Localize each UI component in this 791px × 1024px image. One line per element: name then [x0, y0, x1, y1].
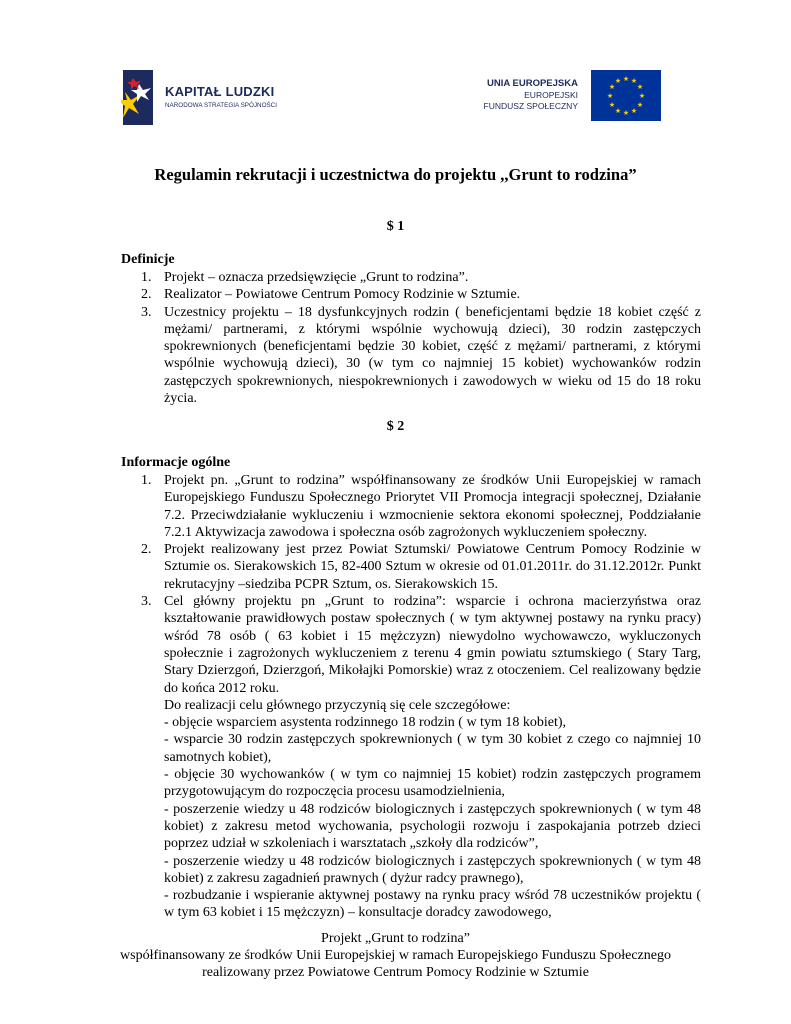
eu-logo-line3: FUNDUSZ SPOŁECZNY	[483, 101, 578, 111]
eu-logo-line2: EUROPEJSKI	[524, 90, 578, 100]
definitions-list	[121, 269, 701, 407]
svg-text:★: ★	[614, 77, 622, 85]
svg-text:★: ★	[622, 109, 630, 117]
goal-item: - poszerzenie wiedzy u 48 rodziców biologicznych i zastępczych spokrewnionych ( w tym 48 kobiet) z zakresu metod wychowania, psychologii rozwoju i zaspokajania potrzeb dzieci poprzez udział w szkoleniach i warsztatach „szkoły dla rodziców”,	[164, 801, 701, 852]
svg-text:★: ★	[638, 92, 646, 100]
footer-line1: Projekt „Grunt to rodzina”	[321, 931, 470, 946]
list-item	[121, 304, 701, 408]
goal-item: - rozbudzanie i wspieranie aktywnej postawy na rynku pracy wśród 78 uczestników projektu ( w tym 63 kobiet i 15 mężczyzn) – konsultacje doradcy zawodowego,	[164, 888, 701, 921]
kapital-ludzki-mark-icon	[121, 70, 155, 125]
item-number: 2.	[141, 287, 152, 303]
eu-logo-line1: UNIA EUROPEJSKA	[487, 78, 578, 89]
svg-text:★: ★	[608, 101, 616, 109]
item-number: 3.	[141, 304, 152, 320]
item-text: Realizator – Powiatowe Centrum Pomocy Rodzinie w Sztumie.	[164, 287, 521, 303]
list-item	[121, 541, 701, 593]
item-text: Projekt – oznacza przedsięwzięcie „Grunt to rodzina”.	[164, 270, 469, 285]
goal-item: - objęcie wsparciem asystenta rodzinnego 18 rodzin ( w tym 18 kobiet),	[164, 715, 566, 731]
section-1-mark: $ 1	[386, 219, 405, 234]
goal-item: - poszerzenie wiedzy u 48 rodziców biologicznych i zastępczych spokrewnionych ( w tym 48 kobiet) z zakresu zagadnień prawnych ( dyżur radcy prawnego),	[164, 853, 701, 886]
eu-logo-text	[484, 78, 578, 112]
footer-line2: współfinansowany ze środków Unii Europejskiej w ramach Europejskiego Funduszu Społecznego	[120, 948, 671, 963]
eu-flag-icon	[591, 70, 661, 121]
item-text: Projekt realizowany jest przez Powiat Sztumski/ Powiatowe Centrum Pomocy Rodzinie w Sztumie os. Sierakowskich 15, 82-400 Sztum w okresie od 01.01.2011r. do 31.12.2012r. Punkt rekrutacyjny –siedziba PCPR Sztum, os. Sierakowskich 15.	[164, 542, 701, 592]
section-2-mark: $ 2	[386, 419, 405, 434]
svg-text:★: ★	[636, 101, 644, 109]
item-number: 1.	[141, 270, 152, 285]
goals-intro: Do realizacji celu głównego przyczynią się cele szczegółowe:	[164, 697, 511, 713]
section-1-heading: Definicje	[121, 252, 175, 267]
list-item	[121, 286, 701, 303]
svg-text:★: ★	[614, 107, 622, 115]
item-text: Cel główny projektu pn „Grunt to rodzina”: wsparcie i ochrona macierzyństwa oraz kształtowanie prawidłowych postaw społecznych ( w tym aktywnej postawy na rynku pracy) wśród 78 osób ( 63 kobiet i 15 mężczyzn) niewydolno wychowawczo, wykluczonych społecznie i zagrożonych wykluczeniem z terenu 4 gmin powiatu sztumskiego ( Stary Targ, Stary Dzierzgoń, Dzierzgoń, Mikołajki Pomorskie) wraz z otoczeniem. Cel realizowany będzie do końca 2012 roku.	[164, 594, 701, 696]
item-number: 2.	[141, 542, 152, 558]
list-item	[121, 593, 701, 922]
eu-logo	[483, 70, 661, 122]
item-text: Projekt pn. „Grunt to rodzina” współfinansowany ze środków Unii Europejskiej w ramach Europejskiego Funduszu Społecznego Priorytet VII Promocja integracji społecznej, Działanie 7.2. Przeciwdziałanie wykluczeniu i wzmocnienie sektora ekonomi społecznej, Poddziałanie 7.2.1 Aktywizacja zawodowa i społeczna osób zagrożonych wykluczeniem społeczny.	[164, 473, 701, 540]
item-text: Uczestnicy projektu – 18 dysfunkcyjnych rodzin ( beneficjentami będzie 18 kobiet część z mężami/ partnerami, z którymi wspólnie wychowują dzieci), 30 rodzin zastępczych spokrewnionych (beneficjentami będzie 30 kobiet, część z mężami/ partnerami, z którymi wspólnie wychowują dzieci), 30 (w tym co najmniej 15 kobiet) wychowanków rodzin zastępczych spokrewnionych, niespokrewnionych i zawodowych w wieku od 15 do 18 roku życia.	[164, 304, 701, 407]
section-2-heading: Informacje ogólne	[121, 455, 231, 470]
svg-text:★: ★	[622, 75, 630, 83]
footer-line3: realizowany przez Powiatowe Centrum Pomocy Rodzinie w Sztumie	[202, 965, 589, 980]
general-info-list	[121, 472, 701, 922]
goal-item: - wsparcie 30 rodzin zastępczych spokrewnionych ( w tym 30 kobiet z czego co najmniej 10 samotnych kobiet),	[164, 732, 701, 765]
kapital-ludzki-title: KAPITAŁ LUDZKI	[165, 84, 275, 99]
page-footer	[0, 930, 791, 981]
item-number: 1.	[141, 473, 152, 488]
item-number: 3.	[141, 594, 152, 610]
kapital-ludzki-subtitle: NARODOWA STRATEGIA SPÓJNOŚCI	[165, 102, 277, 109]
svg-text:★: ★	[606, 92, 614, 100]
svg-text:★: ★	[630, 107, 638, 115]
list-item	[121, 472, 701, 541]
list-item	[121, 269, 701, 286]
goal-item: - objęcie 30 wychowanków ( w tym co najmniej 15 kobiet) rodzin zastępczych programem przygotowującym do rozpoczęcia procesu usamodzielnienia,	[164, 767, 701, 800]
svg-text:★: ★	[608, 83, 616, 91]
document-title: Regulamin rekrutacji i uczestnictwa do projektu ,,Grunt to rodzina”	[154, 165, 637, 184]
svg-text:★: ★	[630, 77, 638, 85]
svg-text:★: ★	[636, 83, 644, 91]
kapital-ludzki-logo	[121, 70, 321, 126]
